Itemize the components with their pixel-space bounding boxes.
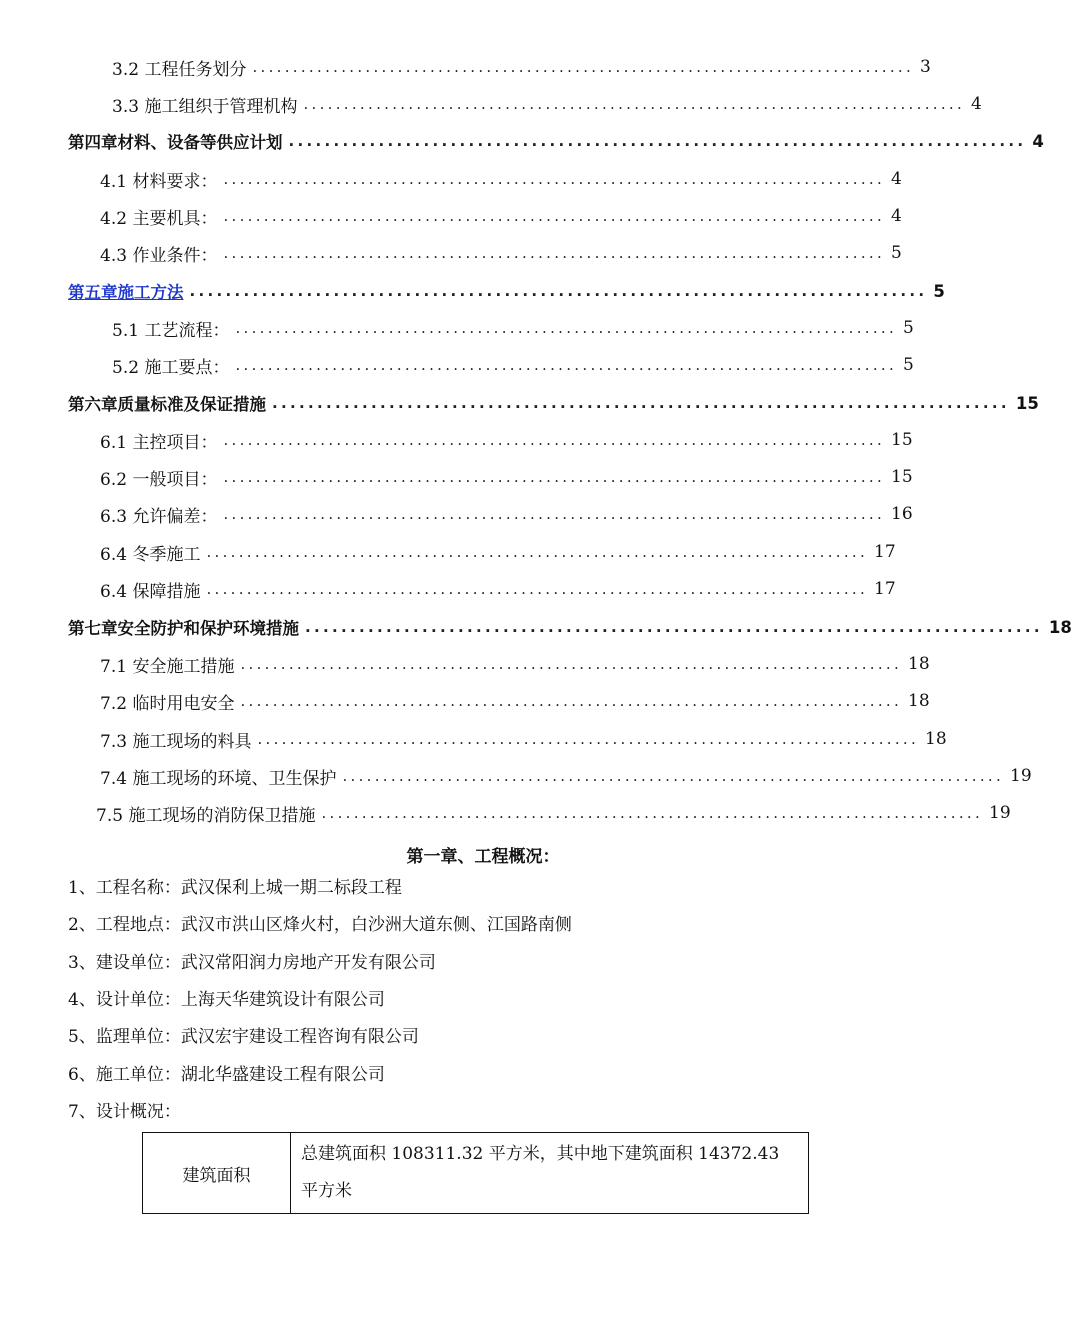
toc-entry-7-2[interactable]: 7.2 临时用电安全 .................................................................................. 18 bbox=[100, 691, 930, 714]
table-row bbox=[143, 1133, 809, 1214]
project-location-line: 2、工程地点：武汉市洪山区烽火村，白沙洲大道东侧、江国路南侧 bbox=[68, 915, 572, 935]
toc-entry-6-4-guarantee[interactable]: 6.4 保障措施 .................................................................................. 17 bbox=[100, 579, 896, 602]
toc-entry-7-5[interactable]: 7.5 施工现场的消防保卫措施 .................................................................................. 19 bbox=[96, 803, 1011, 826]
toc-entry-6-1[interactable]: 6.1 主控项目： .................................................................................. 15 bbox=[100, 430, 913, 453]
toc-entry-3-3[interactable]: 3.3 施工组织于管理机构 .................................................................................. 4 bbox=[112, 94, 982, 117]
contractor-line: 6、施工单位：湖北华盛建设工程有限公司 bbox=[68, 1065, 385, 1085]
toc-chapter-4[interactable]: 第四章材料、设备等供应计划 .................................................................................. 4 bbox=[68, 131, 1044, 152]
toc-entry-4-2[interactable]: 4.2 主要机具： .................................................................................. 4 bbox=[100, 206, 902, 229]
toc-entry-4-1[interactable]: 4.1 材料要求： .................................................................................. 4 bbox=[100, 169, 902, 192]
toc-entry-6-4-winter[interactable]: 6.4 冬季施工 .................................................................................. 17 bbox=[100, 542, 896, 565]
toc-entry-6-2[interactable]: 6.2 一般项目： .................................................................................. 15 bbox=[100, 467, 913, 490]
chapter-1-heading: 第一章、工程概况： bbox=[406, 847, 560, 867]
toc-entry-5-2[interactable]: 5.2 施工要点： .................................................................................. 5 bbox=[112, 355, 914, 378]
toc-chapter-6[interactable]: 第六章质量标准及保证措施 .................................................................................. 15 bbox=[68, 393, 1039, 414]
toc-entry-7-3[interactable]: 7.3 施工现场的料具 .................................................................................. 18 bbox=[100, 729, 947, 752]
design-overview-table bbox=[142, 1132, 809, 1214]
toc-chapter-5[interactable]: 第五章施工方法 .................................................................................. 5 bbox=[68, 276, 750, 306]
design-overview-line: 7、设计概况： bbox=[68, 1102, 181, 1122]
toc-entry-7-1[interactable]: 7.1 安全施工措施 .................................................................................. 18 bbox=[100, 654, 930, 677]
designer-line: 4、设计单位：上海天华建筑设计有限公司 bbox=[68, 990, 385, 1010]
building-area-label: 建筑面积 bbox=[143, 1133, 291, 1214]
client-line: 3、建设单位：武汉常阳润力房地产开发有限公司 bbox=[68, 953, 436, 973]
toc-chapter-5-link[interactable]: 第五章施工方法 bbox=[68, 283, 184, 302]
building-area-value: 总建筑面积 108311.32 平方米，其中地下建筑面积 14372.43 平方米 bbox=[291, 1133, 809, 1214]
toc-entry-6-3[interactable]: 6.3 允许偏差： .................................................................................. 16 bbox=[100, 504, 913, 527]
supervisor-line: 5、监理单位：武汉宏宇建设工程咨询有限公司 bbox=[68, 1027, 419, 1047]
toc-entry-4-3[interactable]: 4.3 作业条件： .................................................................................. 5 bbox=[100, 243, 902, 266]
toc-entry-3-2[interactable]: 3.2 工程任务划分 .................................................................................. 3 bbox=[112, 57, 931, 80]
toc-entry-7-4[interactable]: 7.4 施工现场的环境、卫生保护 .................................................................................. 19 bbox=[100, 766, 1032, 789]
toc-chapter-7[interactable]: 第七章安全防护和保护环境措施 .................................................................................. 18 bbox=[68, 617, 1072, 638]
toc-entry-5-1[interactable]: 5.1 工艺流程： .................................................................................. 5 bbox=[112, 318, 914, 341]
project-name-line: 1、工程名称：武汉保利上城一期二标段工程 bbox=[68, 878, 402, 898]
